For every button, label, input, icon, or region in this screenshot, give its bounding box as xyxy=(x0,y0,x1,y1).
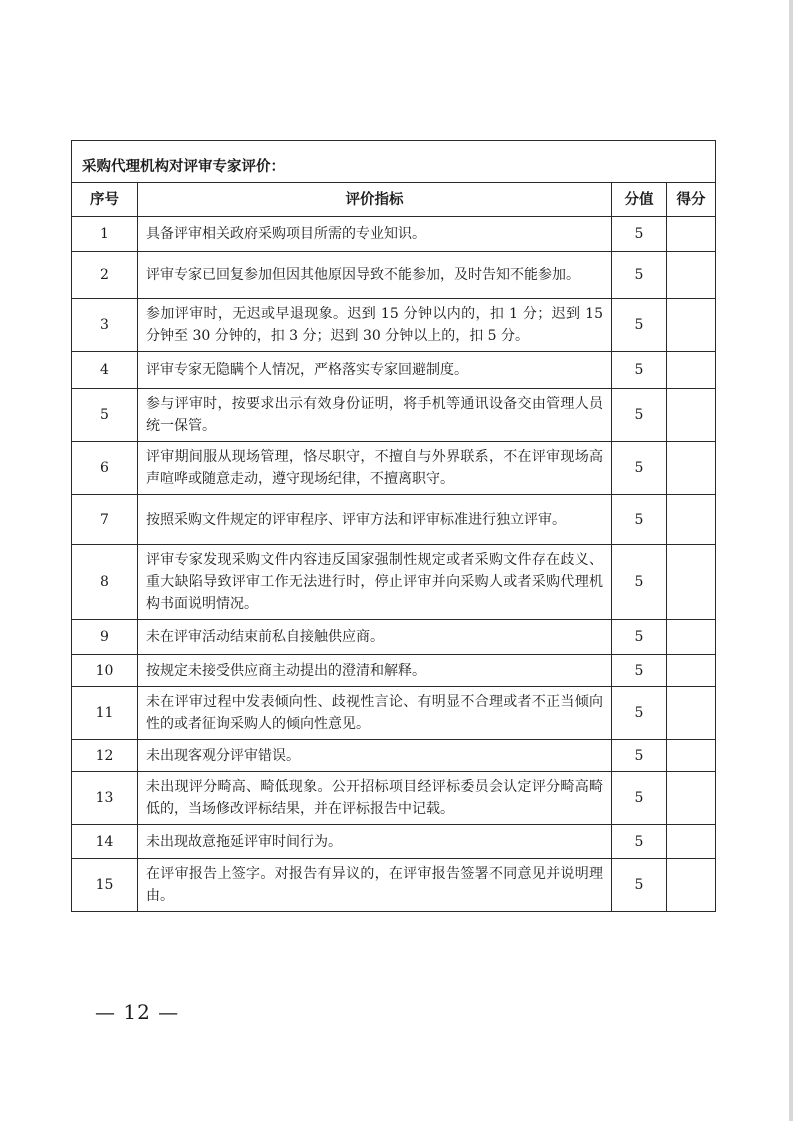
header-score: 得分 xyxy=(667,183,716,217)
table-row xyxy=(72,740,716,772)
row-points: 5 xyxy=(612,687,667,740)
caption-row xyxy=(72,141,716,183)
table-caption: 采购代理机构对评审专家评价： xyxy=(72,141,716,183)
row-number: 4 xyxy=(72,352,138,389)
row-number: 3 xyxy=(72,299,138,352)
row-number: 12 xyxy=(72,740,138,772)
row-points: 5 xyxy=(612,545,667,620)
row-indicator: 评审期间服从现场管理，恪尽职守，不擅自与外界联系，不在评审现场高声喧哗或随意走动，遵守现场纪律，不擅离职守。 xyxy=(138,442,612,495)
row-indicator: 评审专家已回复参加但因其他原因导致不能参加，及时告知不能参加。 xyxy=(138,252,612,299)
row-number: 11 xyxy=(72,687,138,740)
evaluation-table xyxy=(71,140,716,912)
row-indicator: 按规定未接受供应商主动提出的澄清和解释。 xyxy=(138,655,612,687)
row-number: 15 xyxy=(72,859,138,912)
row-score xyxy=(667,495,716,545)
evaluation-table-body xyxy=(72,141,716,912)
row-indicator: 未出现客观分评审错误。 xyxy=(138,740,612,772)
row-indicator: 按照采购文件规定的评审程序、评审方法和评审标准进行独立评审。 xyxy=(138,495,612,545)
row-number: 5 xyxy=(72,389,138,442)
header-indicator: 评价指标 xyxy=(138,183,612,217)
table-row xyxy=(72,352,716,389)
row-points: 5 xyxy=(612,299,667,352)
row-number: 10 xyxy=(72,655,138,687)
row-score xyxy=(667,772,716,825)
table-row xyxy=(72,859,716,912)
table-row xyxy=(72,620,716,655)
row-indicator: 具备评审相关政府采购项目所需的专业知识。 xyxy=(138,217,612,252)
page-number: — 12 — xyxy=(95,1000,180,1024)
row-score xyxy=(667,620,716,655)
row-number: 13 xyxy=(72,772,138,825)
row-number: 2 xyxy=(72,252,138,299)
row-indicator: 未在评审过程中发表倾向性、歧视性言论、有明显不合理或者不正当倾向性的或者征询采购人的倾向性意见。 xyxy=(138,687,612,740)
row-number: 9 xyxy=(72,620,138,655)
row-score xyxy=(667,545,716,620)
row-points: 5 xyxy=(612,252,667,299)
table-row xyxy=(72,442,716,495)
table-row xyxy=(72,825,716,859)
table-row xyxy=(72,772,716,825)
row-points: 5 xyxy=(612,620,667,655)
table-row xyxy=(72,217,716,252)
table-row xyxy=(72,655,716,687)
row-indicator: 未在评审活动结束前私自接触供应商。 xyxy=(138,620,612,655)
row-number: 14 xyxy=(72,825,138,859)
row-points: 5 xyxy=(612,655,667,687)
table-row xyxy=(72,495,716,545)
row-points: 5 xyxy=(612,859,667,912)
row-score xyxy=(667,740,716,772)
row-number: 1 xyxy=(72,217,138,252)
table-row xyxy=(72,389,716,442)
row-points: 5 xyxy=(612,442,667,495)
row-score xyxy=(667,859,716,912)
row-points: 5 xyxy=(612,825,667,859)
row-score xyxy=(667,825,716,859)
table-row xyxy=(72,545,716,620)
header-points: 分值 xyxy=(612,183,667,217)
row-indicator: 评审专家发现采购文件内容违反国家强制性规定或者采购文件存在歧义、重大缺陷导致评审工作无法进行时，停止评审并向采购人或者采购代理机构书面说明情况。 xyxy=(138,545,612,620)
row-score xyxy=(667,299,716,352)
row-indicator: 参与评审时，按要求出示有效身份证明，将手机等通讯设备交由管理人员统一保管。 xyxy=(138,389,612,442)
table-row xyxy=(72,687,716,740)
row-score xyxy=(667,389,716,442)
table-row xyxy=(72,299,716,352)
row-number: 7 xyxy=(72,495,138,545)
row-indicator: 评审专家无隐瞒个人情况，严格落实专家回避制度。 xyxy=(138,352,612,389)
row-indicator: 未出现评分畸高、畸低现象。公开招标项目经评标委员会认定评分畸高畸低的，当场修改评标结果，并在评标报告中记载。 xyxy=(138,772,612,825)
header-no: 序号 xyxy=(72,183,138,217)
row-score xyxy=(667,352,716,389)
row-points: 5 xyxy=(612,772,667,825)
row-points: 5 xyxy=(612,389,667,442)
row-points: 5 xyxy=(612,217,667,252)
row-number: 6 xyxy=(72,442,138,495)
page-edge xyxy=(789,0,793,1121)
row-score xyxy=(667,217,716,252)
row-indicator: 在评审报告上签字。对报告有异议的，在评审报告签署不同意见并说明理由。 xyxy=(138,859,612,912)
row-score xyxy=(667,687,716,740)
row-score xyxy=(667,442,716,495)
table-row xyxy=(72,252,716,299)
row-score xyxy=(667,252,716,299)
row-points: 5 xyxy=(612,495,667,545)
row-points: 5 xyxy=(612,352,667,389)
row-indicator: 参加评审时，无迟或早退现象。迟到 15 分钟以内的，扣 1 分；迟到 15 分钟至 30 分钟的，扣 3 分；迟到 30 分钟以上的，扣 5 分。 xyxy=(138,299,612,352)
row-indicator: 未出现故意拖延评审时间行为。 xyxy=(138,825,612,859)
row-number: 8 xyxy=(72,545,138,620)
header-row xyxy=(72,183,716,217)
row-points: 5 xyxy=(612,740,667,772)
row-score xyxy=(667,655,716,687)
